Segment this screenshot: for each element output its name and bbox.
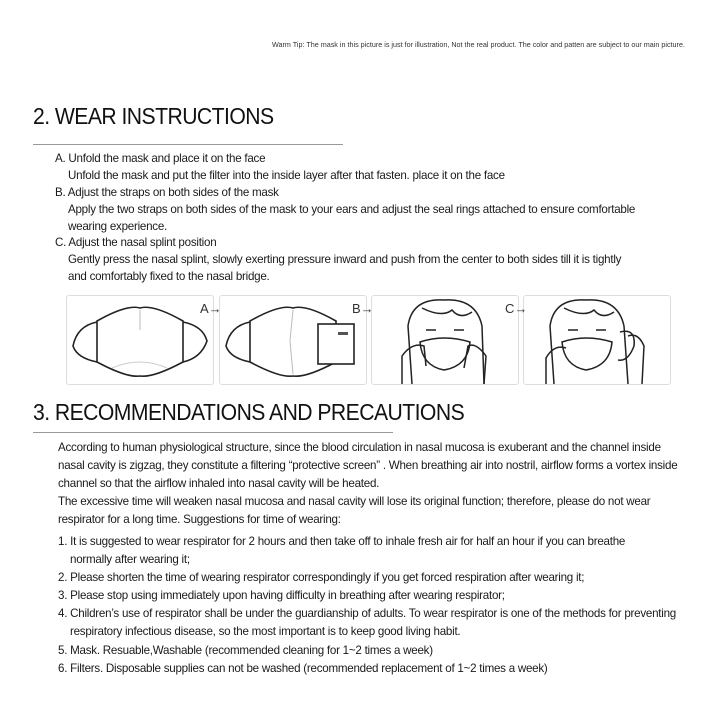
mask-with-filter-illustration — [219, 295, 367, 385]
wear-instructions-heading: 2. WEAR INSTRUCTIONS — [33, 103, 274, 129]
intro-line: According to human physiological structure, since the blood circulation in nasal mucosa is exuberant and the channel inside — [58, 441, 661, 454]
intro-line: respirator for a long time. Suggestions for time of wearing: — [58, 513, 341, 526]
intro-line: The excessive time will weaken nasal mucosa and nasal cavity will lose its original function; therefore, please do not wear — [58, 495, 651, 508]
heading-underline — [33, 144, 343, 145]
mask-unfolded-illustration — [66, 295, 214, 385]
adjust-nasal-splint-illustration — [523, 295, 671, 385]
step-b-text: wearing experience. — [68, 220, 168, 233]
step-c-text: and comfortably fixed to the nasal bridge. — [68, 270, 270, 283]
step-c-title: C. Adjust the nasal splint position — [55, 236, 217, 249]
step-a-arrow: A→ — [200, 301, 222, 316]
list-item: 3. Please stop using immediately upon having difficulty in breathing after wearing respirator; — [58, 589, 505, 602]
adjust-straps-illustration — [371, 295, 519, 385]
list-item: 6. Filters. Disposable supplies can not be washed (recommended replacement of 1~2 times a week) — [58, 662, 548, 675]
heading-underline — [33, 432, 393, 433]
recommendations-heading: 3. RECOMMENDATIONS AND PRECAUTIONS — [33, 399, 465, 425]
intro-line: nasal cavity is zigzag, they constitute a filtering “protective screen” . When breathing air into nostril, airflow forms a vortex inside — [58, 459, 678, 472]
list-item: normally after wearing it; — [70, 553, 190, 566]
step-b-arrow: B→ — [352, 301, 374, 316]
step-b-text: Apply the two straps on both sides of the mask to your ears and adjust the seal rings attached to ensure comfortable — [68, 203, 636, 216]
step-a-title: A. Unfold the mask and place it on the face — [55, 152, 266, 165]
list-item: 4. Children’s use of respirator shall be under the guardianship of adults. To wear respirator is one of the methods for preventing — [58, 607, 676, 620]
list-item: 2. Please shorten the time of wearing respirator correspondingly if you get forced respiration after wearing it; — [58, 571, 585, 584]
step-c-arrow: C→ — [505, 301, 528, 316]
list-item: 5. Mask. Resuable,Washable (recommended cleaning for 1~2 times a week) — [58, 644, 433, 657]
step-c-text: Gently press the nasal splint, slowly exerting pressure inward and push from the center to both sides till it is tightly — [68, 253, 622, 266]
step-b-title: B. Adjust the straps on both sides of the mask — [55, 186, 279, 199]
warm-tip: Warm Tip: The mask in this picture is just for illustration, Not the real product. The color and patten are subject to our main picture. — [272, 40, 685, 49]
intro-line: channel so that the airflow inhaled into nasal cavity will be heated. — [58, 477, 380, 490]
list-item: 1. It is suggested to wear respirator for 2 hours and then take off to inhale fresh air for half an hour if you can breathe — [58, 535, 626, 548]
list-item: respiratory infectious disease, so the most important is to keep good living habit. — [70, 625, 461, 638]
step-a-text: Unfold the mask and put the filter into the inside layer after that fasten. place it on the face — [68, 169, 505, 182]
